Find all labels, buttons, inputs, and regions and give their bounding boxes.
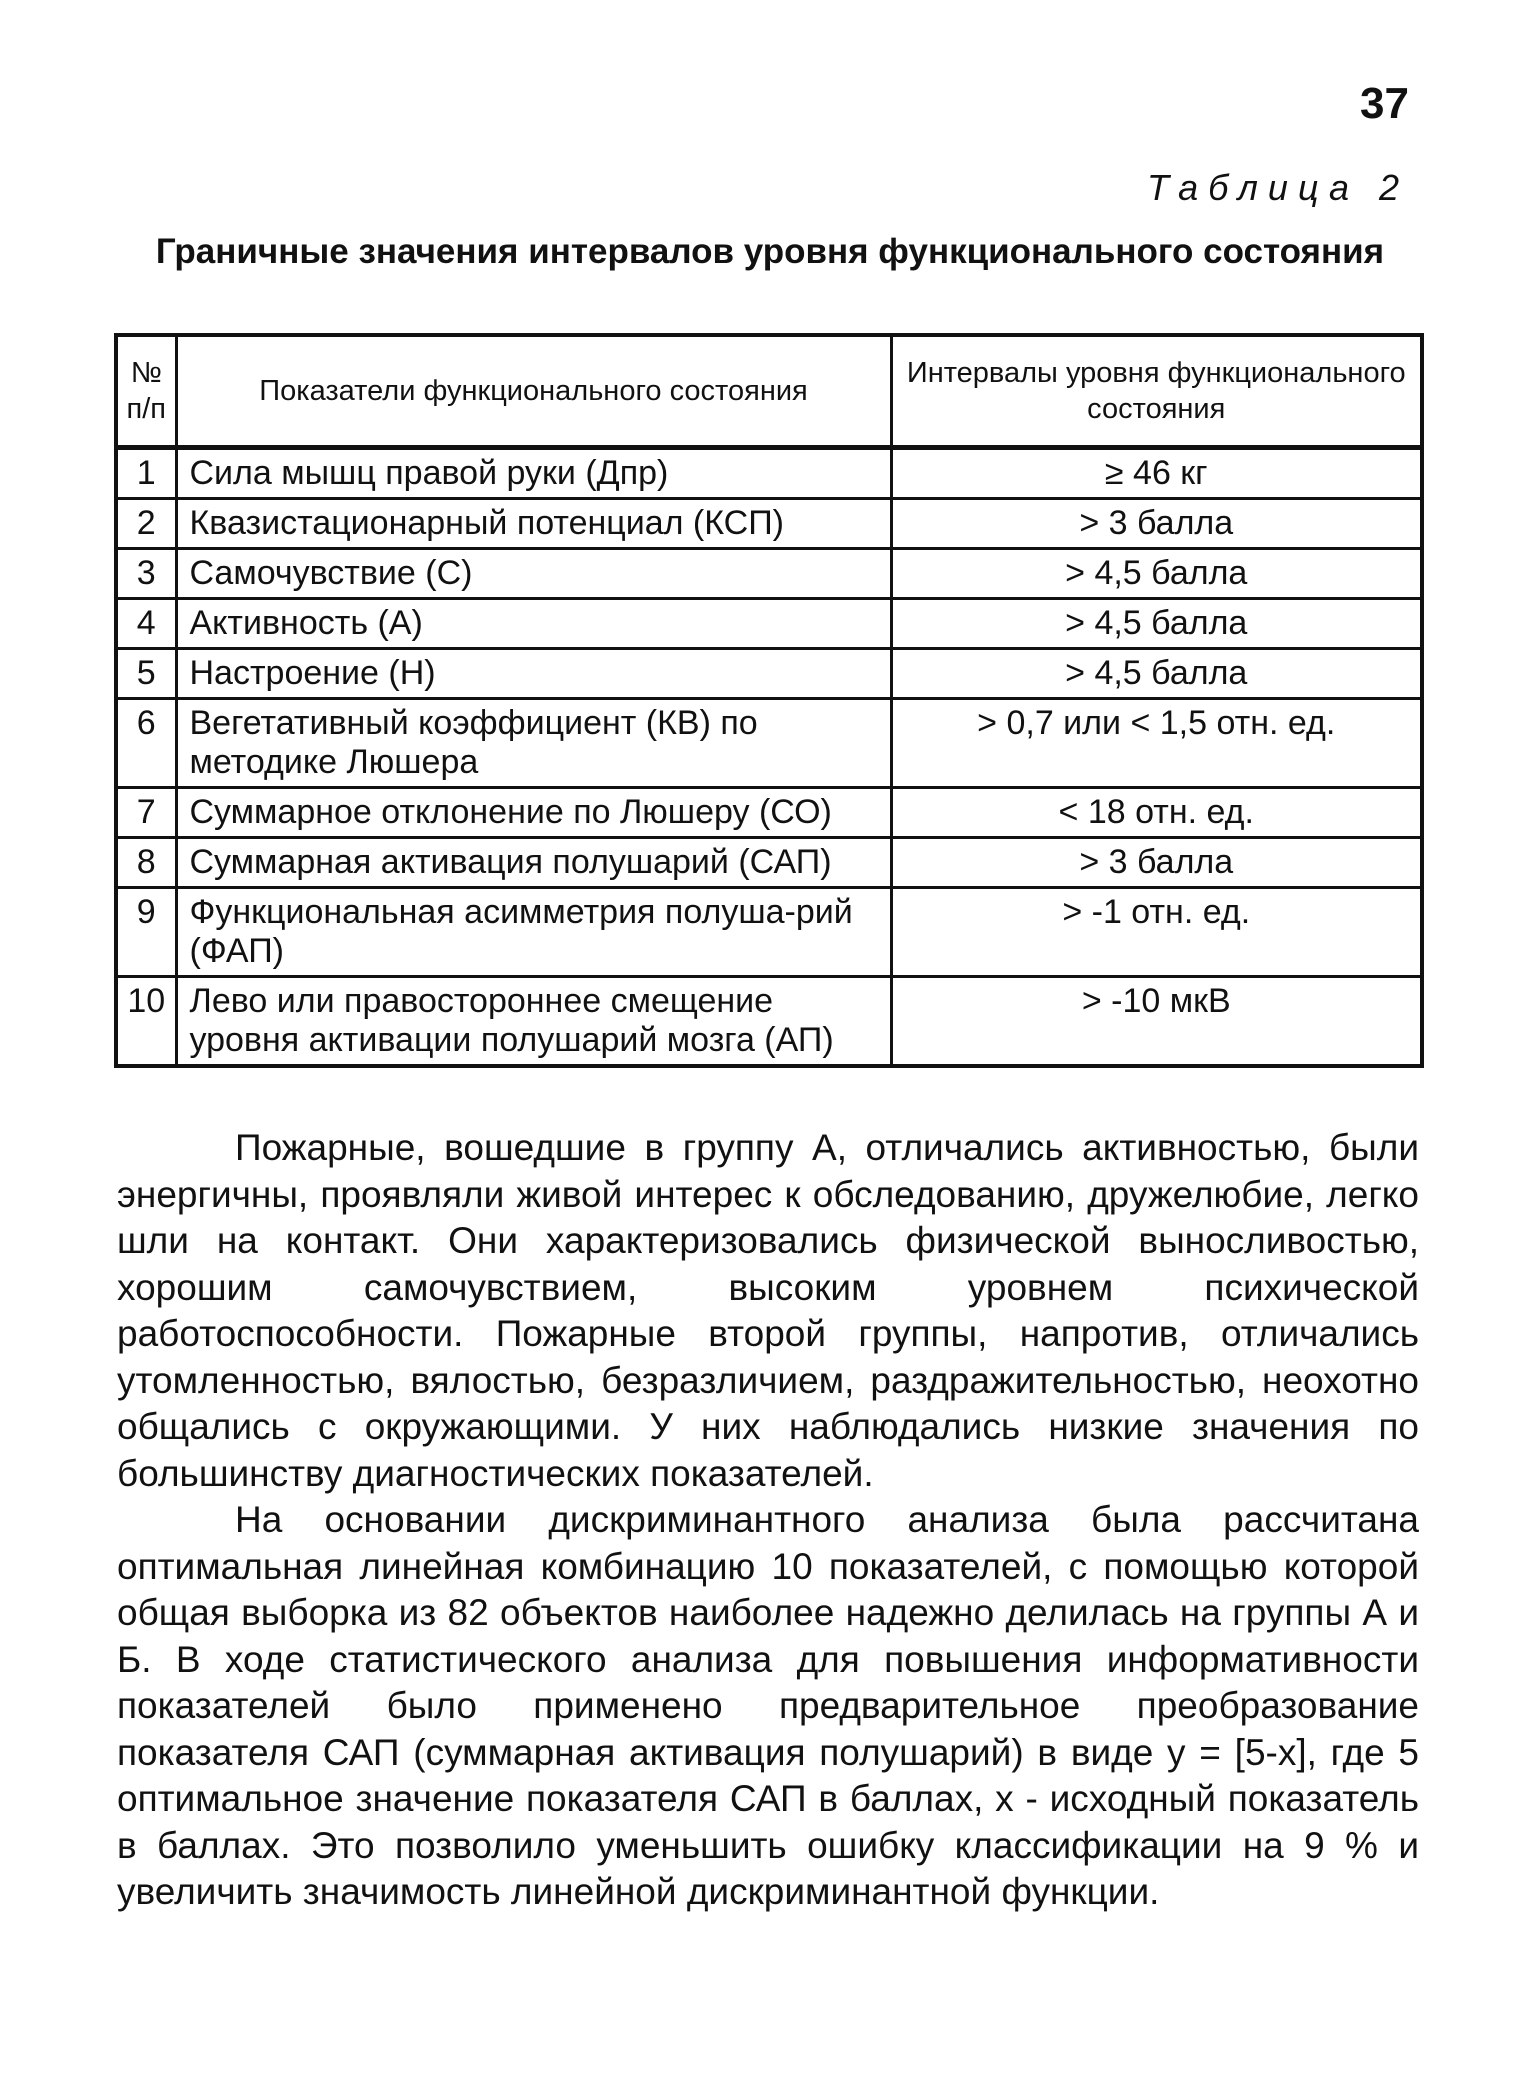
row-indicator: Сила мышц правой руки (Дпр): [176, 448, 891, 499]
row-number: 3: [116, 549, 176, 599]
row-number: 5: [116, 649, 176, 699]
table-row: [116, 977, 1422, 1067]
table-row: [116, 649, 1422, 699]
table-row: [116, 549, 1422, 599]
criteria-table: [114, 333, 1424, 1068]
table-row: [116, 599, 1422, 649]
header-indicator: Показатели функционального состояния: [176, 335, 891, 448]
row-number: 9: [116, 888, 176, 977]
row-interval: > 4,5 балла: [891, 599, 1422, 649]
header-interval: Интервалы уровня функционального состояния: [891, 335, 1422, 448]
row-interval: ≥ 46 кг: [891, 448, 1422, 499]
row-number: 8: [116, 838, 176, 888]
row-indicator: Функциональная асимметрия полуша-рий (ФАП): [176, 888, 891, 977]
row-indicator: Активность (А): [176, 599, 891, 649]
body-text: [117, 1125, 1419, 1916]
row-interval: < 18 отн. ед.: [891, 788, 1422, 838]
table-row: [116, 448, 1422, 499]
row-indicator: Самочувствие (С): [176, 549, 891, 599]
row-interval: > 4,5 балла: [891, 549, 1422, 599]
paragraph: На основании дискриминантного анализа была рассчитана оптимальная линейная комбинацию 10 показателей, с помощью которой общая выборка из 82 объектов наиболее надежно делилась на группы А и Б. В ходе статистического анализа для повышения информативности показателей было применено предварительное преобразование показателя САП (суммарная активация полушарий) в виде y = [5-x], где 5 оптимальное значение показателя САП в баллах, x - исходный показатель в баллах. Это позволило уменьшить ошибку классификации на 9 % и увеличить значимость линейной дискриминантной функции.: [117, 1499, 1419, 1912]
table-label: Таблица 2: [1146, 167, 1409, 208]
row-indicator: Настроение (Н): [176, 649, 891, 699]
row-number: 1: [116, 448, 176, 499]
row-number: 10: [116, 977, 176, 1067]
row-interval: > -1 отн. ед.: [891, 888, 1422, 977]
row-interval: > 4,5 балла: [891, 649, 1422, 699]
row-interval: > 3 балла: [891, 838, 1422, 888]
row-indicator: Лево или правостороннее смещение уровня активации полушарий мозга (АП): [176, 977, 891, 1067]
row-number: 2: [116, 499, 176, 549]
page-number: 37: [1360, 79, 1409, 128]
table-row: [116, 699, 1422, 788]
row-indicator: Квазистационарный потенциал (КСП): [176, 499, 891, 549]
row-number: 7: [116, 788, 176, 838]
row-interval: > -10 мкВ: [891, 977, 1422, 1067]
row-number: 6: [116, 699, 176, 788]
table-header-row: [116, 335, 1422, 448]
row-indicator: Суммарная активация полушарий (САП): [176, 838, 891, 888]
row-indicator: Суммарное отклонение по Люшеру (СО): [176, 788, 891, 838]
row-interval: > 3 балла: [891, 499, 1422, 549]
table-row: [116, 788, 1422, 838]
table-row: [116, 838, 1422, 888]
table-row: [116, 499, 1422, 549]
table-row: [116, 888, 1422, 977]
row-indicator: Вегетативный коэффициент (КВ) по методике Люшера: [176, 699, 891, 788]
paragraph: Пожарные, вошедшие в группу А, отличались активностью, были энергичны, проявляли живой интерес к обследованию, дружелюбие, легко шли на контакт. Они характеризовались физической выносливостью, хорошим самочувствием, высоким уровнем психической работоспособности. Пожарные второй группы, напротив, отличались утомленностью, вялостью, безразличием, раздражительностью, неохотно общались с окружающими. У них наблюдались низкие значения по большинству диагностических показателей.: [117, 1127, 1419, 1494]
row-interval: > 0,7 или < 1,5 отн. ед.: [891, 699, 1422, 788]
table-title: Граничные значения интервалов уровня функционального состояния: [155, 232, 1385, 271]
row-number: 4: [116, 599, 176, 649]
header-number: № п/п: [116, 335, 176, 448]
